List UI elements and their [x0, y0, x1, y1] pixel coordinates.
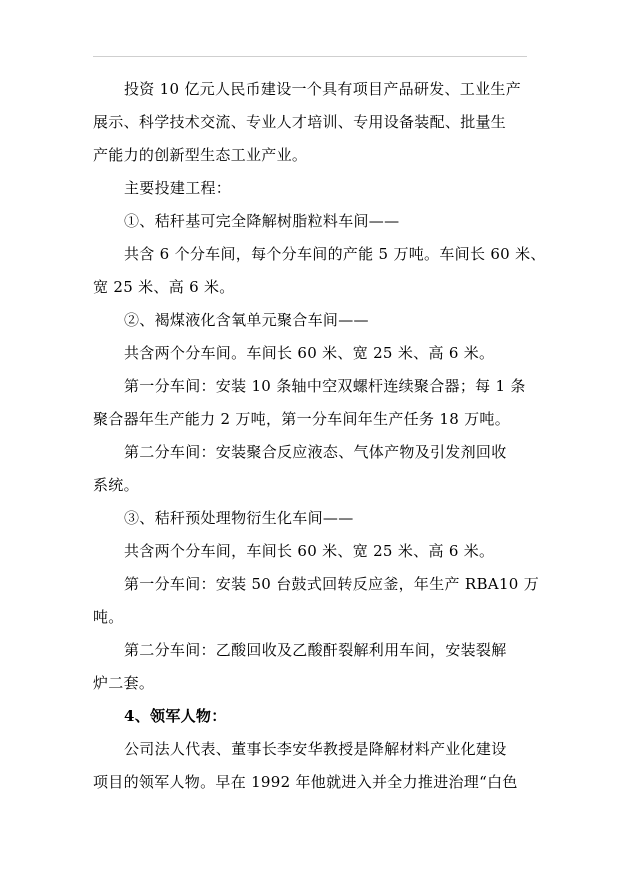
list-item-heading: ③、秸秆预处理物衍生化车间—— — [124, 509, 354, 527]
list-item-heading: ①、秸秆基可完全降解树脂粒料车间—— — [124, 212, 400, 230]
paragraph-line: 投资 10 亿元人民币建设一个具有项目产品研发、工业生产 — [124, 80, 522, 98]
paragraph-line: 展示、科学技术交流、专业人才培训、专用设备装配、批量生 — [93, 113, 507, 131]
paragraph-line: 吨。 — [93, 608, 124, 626]
paragraph-line: 系统。 — [93, 476, 139, 494]
paragraph-line: 第一分车间：安装 50 台鼓式回转反应釜，年生产 RBA10 万 — [124, 575, 539, 593]
paragraph-line: 炉二套。 — [93, 674, 155, 692]
paragraph-line: 共含两个分车间。车间长 60 米、宽 25 米、高 6 米。 — [124, 344, 495, 362]
paragraph-line: 产能力的创新型生态工业产业。 — [93, 146, 308, 164]
paragraph-line: 共含 6 个分车间，每个分车间的产能 5 万吨。车间长 60 米、 — [124, 245, 546, 263]
paragraph-line: 第二分车间：安装聚合反应液态、气体产物及引发剂回收 — [124, 443, 507, 461]
paragraph-line: 共含两个分车间，车间长 60 米、宽 25 米、高 6 米。 — [124, 542, 495, 560]
paragraph-line: 项目的领军人物。早在 1992 年他就进入并全力推进治理“白色 — [93, 773, 518, 791]
paragraph-line: 第一分车间：安装 10 条轴中空双螺杆连续聚合器；每 1 条 — [124, 377, 526, 395]
paragraph-line: 宽 25 米、高 6 米。 — [93, 278, 235, 296]
paragraph-line: 第二分车间：乙酸回收及乙酸酐裂解利用车间，安装裂解 — [124, 641, 507, 659]
list-item-heading: ②、褐煤液化含氧单元聚合车间—— — [124, 311, 369, 329]
section-heading: 4、领军人物： — [124, 707, 227, 725]
section-heading: 主要投建工程： — [124, 179, 232, 197]
paragraph-line: 聚合器年生产能力 2 万吨，第一分车间年生产任务 18 万吨。 — [93, 410, 511, 428]
header-rule — [93, 56, 527, 57]
paragraph-line: 公司法人代表、董事长李安华教授是降解材料产业化建设 — [124, 740, 507, 758]
